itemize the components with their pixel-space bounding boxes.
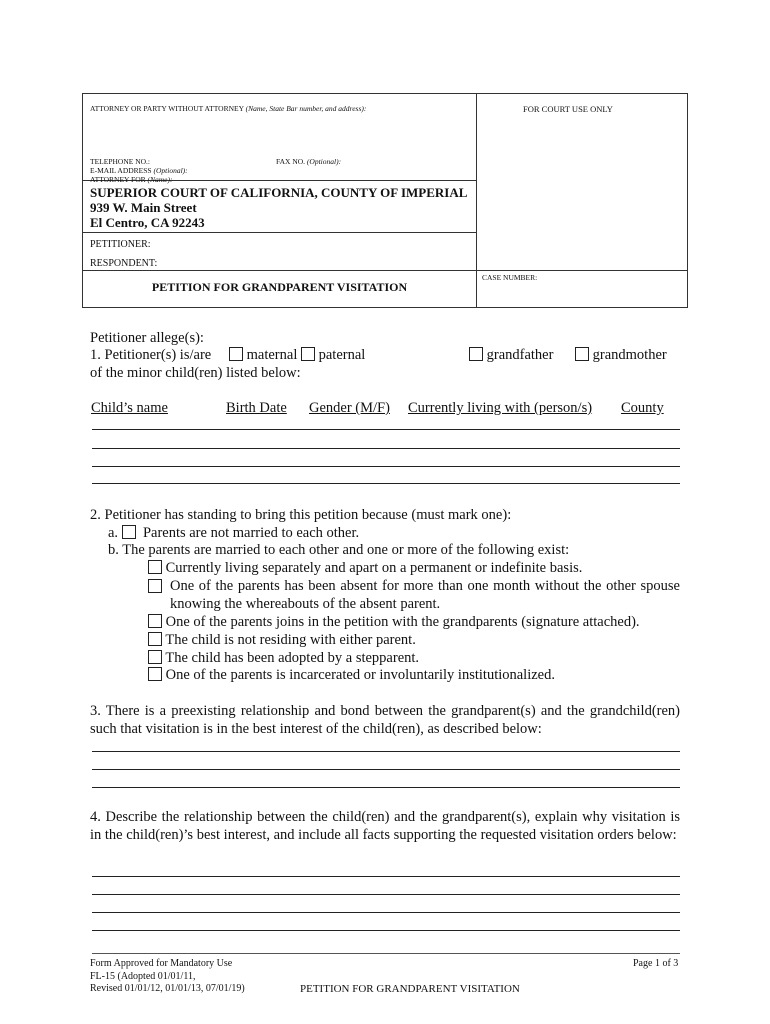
telephone-label[interactable]: TELEPHONE NO.: <box>90 157 150 166</box>
child-row-line[interactable] <box>92 466 680 467</box>
description-line[interactable] <box>92 894 680 895</box>
caption-divider <box>476 94 477 307</box>
col-gender: Gender (M/F) <box>309 400 390 416</box>
maternal-label: maternal <box>246 347 298 363</box>
not-married-label: Parents are not married to each other. <box>142 525 360 541</box>
child-row-line[interactable] <box>92 429 680 430</box>
court-name: SUPERIOR COURT OF CALIFORNIA, COUNTY OF IMPERIAL <box>90 185 468 200</box>
description-line[interactable] <box>92 912 680 913</box>
married-line: b. The parents are married to each other and one or more of the following exist: <box>108 542 570 558</box>
fax-label[interactable]: FAX NO. (Optional): <box>276 157 342 166</box>
stepparent-checkbox[interactable] <box>148 650 162 664</box>
col-county: County <box>621 400 664 416</box>
court-street: 939 W. Main Street <box>90 200 197 215</box>
not-residing-label: The child is not residing with either parent. <box>165 632 416 648</box>
description-line[interactable] <box>92 876 680 877</box>
incarcerated-label: One of the parents is incarcerated or involuntarily institutionalized. <box>165 667 555 683</box>
child-row-line[interactable] <box>92 483 680 484</box>
col-living-with: Currently living with (person/s) <box>408 400 593 416</box>
footer-divider <box>92 953 680 954</box>
grandfather-label: grandfather <box>486 347 554 363</box>
grandfather-checkbox[interactable] <box>469 347 483 361</box>
court-city: El Centro, CA 92243 <box>90 215 205 230</box>
stepparent-label: The child has been adopted by a stepparent. <box>165 650 420 666</box>
attorney-for-label[interactable]: ATTORNEY FOR (Name): <box>90 175 173 184</box>
not-married-checkbox[interactable] <box>122 525 136 539</box>
incarcerated-checkbox[interactable] <box>148 667 162 681</box>
description-line[interactable] <box>92 769 680 770</box>
petitioner-line: 1. Petitioner(s) is/are <box>90 347 212 363</box>
footer-title: PETITION FOR GRANDPARENT VISITATION <box>300 983 520 995</box>
child-row-line[interactable] <box>92 448 680 449</box>
parent-joins-label: One of the parents joins in the petition with the grandparents (signature attached). <box>165 614 640 630</box>
attorney-label: ATTORNEY OR PARTY WITHOUT ATTORNEY (Name, State Bar number, and address): <box>90 104 367 113</box>
standing-heading: 2. Petitioner has standing to bring this petition because (must mark one): <box>90 507 512 523</box>
form-title: PETITION FOR GRANDPARENT VISITATION <box>151 280 408 294</box>
caption-box <box>82 93 688 308</box>
page-number: Page 1 of 3 <box>633 958 679 969</box>
paternal-label: paternal <box>318 347 366 363</box>
not-residing-checkbox[interactable] <box>148 632 162 646</box>
allege-intro: Petitioner allege(s): <box>90 330 204 346</box>
maternal-checkbox[interactable] <box>229 347 243 361</box>
parent-absent-checkbox[interactable] <box>148 579 162 593</box>
court-use-label: FOR COURT USE ONLY <box>523 104 613 114</box>
minor-children-line: of the minor child(ren) listed below: <box>90 365 301 381</box>
grandmother-label: grandmother <box>592 347 667 363</box>
grandmother-checkbox[interactable] <box>575 347 589 361</box>
living-apart-checkbox[interactable] <box>148 560 162 574</box>
col-childs-name: Child’s name <box>91 400 168 416</box>
petitioner-label[interactable]: PETITIONER: <box>90 239 151 250</box>
case-number-label[interactable]: CASE NUMBER: <box>482 273 538 282</box>
parent-absent-label: One of the parents has been absent for more than one month without the other spouse knowing the whereabouts of the absent parent. <box>170 578 680 612</box>
footer-form-info: Form Approved for Mandatory Use FL-15 (Adopted 01/01/11, Revised 01/01/12, 01/01/13, 07/01/19) <box>90 958 245 994</box>
paternal-checkbox[interactable] <box>301 347 315 361</box>
col-birth-date: Birth Date <box>226 400 287 416</box>
description-line[interactable] <box>92 787 680 788</box>
bond-statement: 3. There is a preexisting relationship and bond between the grandparent(s) and the grandchild(ren) such that visitation is in the best interest of the child(ren), as described below: <box>90 703 680 737</box>
description-line[interactable] <box>92 930 680 931</box>
respondent-label[interactable]: RESPONDENT: <box>90 258 158 269</box>
email-label[interactable]: E-MAIL ADDRESS (Optional): <box>90 166 188 175</box>
relationship-description: 4. Describe the relationship between the child(ren) and the grandparent(s), explain why visitation is in the child(ren)’s best interest, and include all facts supporting the requested visitation orders below: <box>90 809 680 843</box>
parent-joins-checkbox[interactable] <box>148 614 162 628</box>
living-apart-label: Currently living separately and apart on a permanent or indefinite basis. <box>165 560 583 576</box>
description-line[interactable] <box>92 751 680 752</box>
